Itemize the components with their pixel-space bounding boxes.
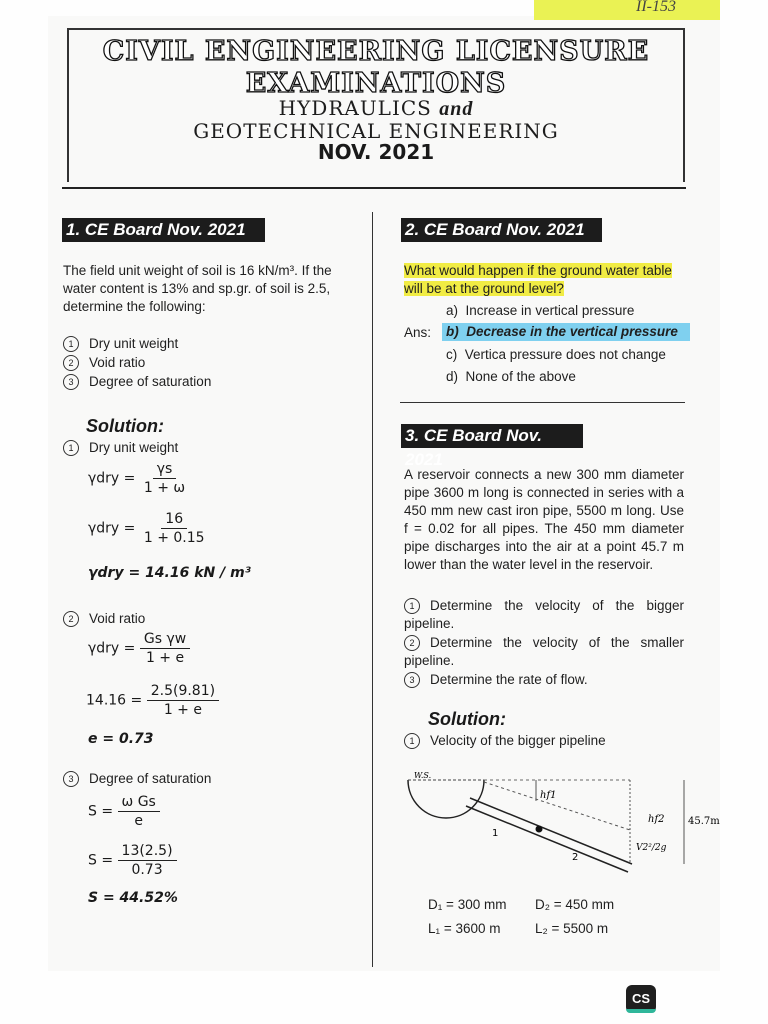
sticky-note bbox=[534, 0, 720, 20]
choice-text: Increase in vertical pressure bbox=[465, 303, 635, 318]
item-label: Void ratio bbox=[89, 355, 146, 370]
highlighted-question: What would happen if the ground water table will be at the ground level? bbox=[404, 263, 672, 296]
eq-numerator: 13(2.5) bbox=[118, 842, 177, 861]
equation-dry-unit-weight-2 bbox=[88, 510, 209, 547]
circled-number-1: 1 bbox=[404, 733, 420, 749]
pipe-lower-edge bbox=[466, 806, 628, 872]
label-velocity-head: V2²/2g bbox=[636, 843, 667, 853]
eq-fraction bbox=[118, 793, 160, 830]
choice-text: Decrease in the vertical pressure bbox=[466, 324, 678, 339]
choice-letter: a) bbox=[446, 303, 459, 318]
problem1-step1-title bbox=[63, 439, 178, 457]
problem1-heading: 1. CE Board Nov. 2021 bbox=[62, 218, 265, 242]
problem3-statement: A reservoir connects a new 300 mm diameter pipe 3600 m long is connected in series with a 450 mm new cast iron pipe, 5500 m long. Use f = 0.02 for all pipes. The 450 mm diameter pipe discharges into the air at a point 45.7 m lower than the water level in the reservoir. bbox=[404, 467, 684, 572]
choice-letter: c) bbox=[446, 347, 458, 362]
eq-denominator: 1 + e bbox=[145, 650, 185, 666]
pipe-junction bbox=[536, 826, 543, 833]
pipe2-diameter: D₂ = 450 mm bbox=[535, 897, 615, 912]
item-label: Determine the velocity of the bigger pipeline. bbox=[404, 598, 684, 631]
problem2-heading: 2. CE Board Nov. 2021 bbox=[401, 218, 602, 242]
label-hf2: hf2 bbox=[648, 814, 665, 825]
eq-denominator: e bbox=[134, 813, 143, 829]
label-total-height: 45.7m bbox=[688, 816, 720, 827]
problem1-item-1 bbox=[63, 335, 178, 353]
circled-number-3: 3 bbox=[404, 672, 420, 688]
choice-text: Vertica pressure does not change bbox=[464, 347, 666, 362]
problem3-item-3 bbox=[404, 671, 588, 689]
header-title-line2: EXAMINATIONS bbox=[245, 68, 507, 99]
problem2-question bbox=[404, 262, 689, 298]
circled-number-2: 2 bbox=[63, 611, 79, 627]
problem1-step3-title bbox=[63, 770, 211, 788]
eq-denominator: 1 + e bbox=[163, 702, 202, 718]
problem2-choice-b-answer bbox=[442, 323, 690, 341]
problem2-answer-label: Ans: bbox=[404, 325, 432, 340]
eq-numerator: Gs γw bbox=[140, 630, 190, 649]
header-hydraulics: HYDRAULICS bbox=[278, 96, 432, 120]
problem3-heading: 3. CE Board Nov. 2021 bbox=[401, 424, 583, 448]
header-title-line1: CIVIL ENGINEERING LICENSURE bbox=[102, 36, 650, 67]
eq-lhs: γdry = bbox=[88, 520, 136, 537]
eq-lhs: γdry = bbox=[88, 470, 136, 487]
problem3-solution-label: Solution: bbox=[428, 709, 506, 729]
problem1-item-3 bbox=[63, 373, 211, 391]
eq-numerator: γs bbox=[153, 460, 177, 479]
pipe1-length: L₁ = 3600 m bbox=[428, 921, 501, 936]
column-divider bbox=[372, 212, 373, 967]
equation-void-ratio-2 bbox=[86, 682, 219, 719]
problem3-item-2 bbox=[404, 634, 684, 670]
eq-fraction bbox=[140, 630, 190, 667]
circled-number-2: 2 bbox=[404, 635, 420, 651]
problem2-divider bbox=[400, 402, 685, 403]
item-label: Determine the velocity of the smaller pipeline. bbox=[404, 635, 684, 668]
problem1-step2-title bbox=[63, 610, 145, 628]
eq-fraction bbox=[140, 510, 209, 547]
problem2-choice-a bbox=[446, 302, 634, 320]
label-ws: W.S. bbox=[414, 771, 432, 780]
step-title: Void ratio bbox=[89, 611, 146, 626]
item-label: Degree of saturation bbox=[89, 374, 212, 389]
problem2-choice-c bbox=[446, 346, 666, 364]
problem1-item-2 bbox=[63, 354, 145, 372]
eq-numerator: ω Gs bbox=[118, 793, 160, 812]
pipeline-diagram bbox=[400, 768, 725, 878]
camscanner-logo-bar bbox=[626, 1009, 656, 1013]
pipe1-diameter: D₁ = 300 mm bbox=[428, 897, 507, 912]
label-pipe1: 1 bbox=[492, 828, 499, 839]
eq-numerator: 2.5(9.81) bbox=[147, 682, 219, 701]
problem1-solution-label: Solution: bbox=[86, 416, 164, 436]
problem2-choice-d bbox=[446, 368, 576, 386]
header-divider bbox=[62, 187, 686, 189]
header-date: NOV. 2021 bbox=[317, 140, 435, 164]
result-void-ratio: e = 0.73 bbox=[88, 731, 154, 747]
choice-text: None of the above bbox=[465, 369, 576, 384]
result-saturation: S = 44.52% bbox=[88, 890, 178, 906]
label-hf1: hf1 bbox=[540, 790, 557, 801]
eq-lhs: S = bbox=[88, 852, 114, 869]
label-pipe2: 2 bbox=[572, 852, 579, 863]
result-dry-unit-weight: γdry = 14.16 kN / m³ bbox=[88, 565, 251, 581]
eq-fraction bbox=[118, 842, 177, 879]
item-label: Dry unit weight bbox=[89, 336, 179, 351]
circled-number-2: 2 bbox=[63, 355, 79, 371]
header-subtitle-geotech: GEOTECHNICAL ENGINEERING bbox=[193, 119, 559, 143]
equation-dry-unit-weight-1 bbox=[88, 460, 189, 497]
eq-lhs: S = bbox=[88, 803, 114, 820]
item-label: Determine the rate of flow. bbox=[430, 672, 588, 687]
eq-fraction bbox=[147, 682, 219, 719]
header-and: and bbox=[439, 98, 474, 120]
eq-denominator: 0.73 bbox=[131, 862, 163, 878]
problem3-item-1 bbox=[404, 597, 684, 633]
step-title: Velocity of the bigger pipeline bbox=[430, 733, 606, 748]
circled-number-3: 3 bbox=[63, 374, 79, 390]
circled-number-1: 1 bbox=[63, 336, 79, 352]
step-title: Degree of saturation bbox=[89, 771, 212, 786]
equation-saturation-2 bbox=[88, 842, 177, 879]
eq-denominator: 1 + 0.15 bbox=[143, 530, 205, 546]
eq-fraction bbox=[140, 460, 189, 497]
eq-lhs: 14.16 = bbox=[86, 692, 143, 709]
circled-number-1: 1 bbox=[63, 440, 79, 456]
equation-saturation-1 bbox=[88, 793, 160, 830]
eq-denominator: 1 + ω bbox=[143, 480, 186, 496]
circled-number-1: 1 bbox=[404, 598, 420, 614]
eq-numerator: 16 bbox=[161, 510, 187, 529]
problem3-step1-title bbox=[404, 732, 606, 750]
step-title: Dry unit weight bbox=[89, 440, 179, 455]
page-number: II-153 bbox=[636, 0, 676, 15]
choice-letter: b) bbox=[446, 324, 459, 339]
header-subtitle-hydraulics bbox=[67, 96, 685, 121]
equation-void-ratio-1 bbox=[88, 630, 190, 667]
camscanner-logo: CS bbox=[626, 985, 656, 1013]
problem1-statement: The field unit weight of soil is 16 kN/m³. If the water content is 13% and sp.gr. of soil is 2.5, determine the following: bbox=[63, 263, 332, 314]
circled-number-3: 3 bbox=[63, 771, 79, 787]
eq-lhs: γdry = bbox=[88, 640, 136, 657]
pipe2-length: L₂ = 5500 m bbox=[535, 921, 609, 936]
choice-letter: d) bbox=[446, 369, 459, 384]
